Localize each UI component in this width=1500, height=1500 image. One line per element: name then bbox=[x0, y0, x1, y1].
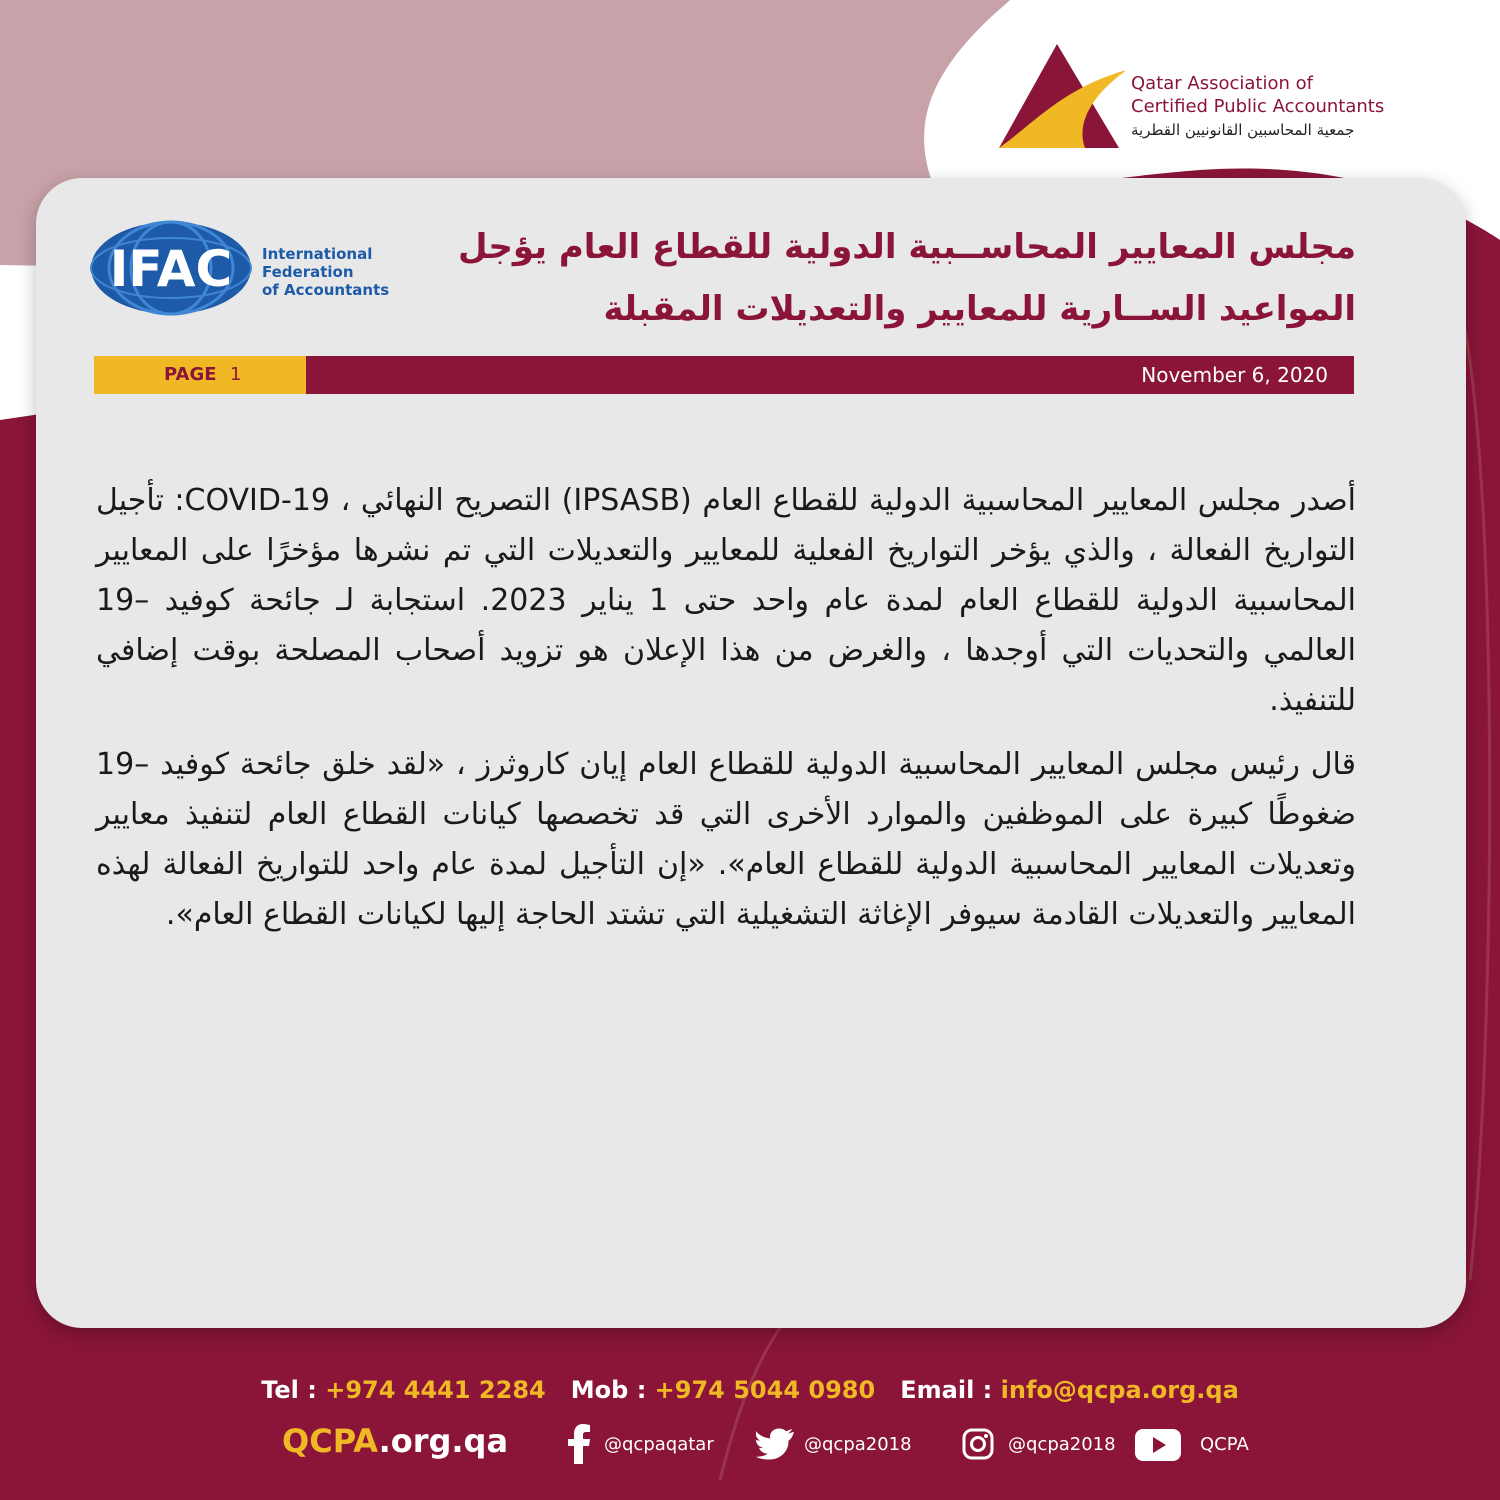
publish-date: November 6, 2020 bbox=[1141, 363, 1328, 387]
ifac-globe-icon bbox=[88, 218, 254, 318]
instagram-handle: @qcpa2018 bbox=[1008, 1434, 1116, 1455]
email-label: Email : bbox=[900, 1376, 993, 1404]
article-body bbox=[96, 476, 1356, 954]
tel-label: Tel : bbox=[261, 1376, 317, 1404]
ifac-wordmark: IFAC bbox=[109, 240, 233, 298]
facebook-handle: @qcpaqatar bbox=[604, 1434, 714, 1455]
qcpa-logo bbox=[995, 42, 1435, 152]
twitter-handle: @qcpa2018 bbox=[804, 1434, 912, 1455]
mob-label: Mob : bbox=[570, 1376, 647, 1404]
ifac-line1: International bbox=[262, 245, 373, 263]
twitter-icon bbox=[756, 1428, 794, 1460]
contact-line bbox=[0, 1376, 1500, 1404]
ifac-logo bbox=[88, 218, 398, 328]
ifac-line3: of Accountants bbox=[262, 281, 390, 299]
website-link[interactable] bbox=[282, 1422, 508, 1460]
info-bar bbox=[94, 356, 1354, 394]
page-number: 1 bbox=[230, 364, 242, 385]
email-link[interactable]: info@qcpa.org.qa bbox=[1000, 1376, 1239, 1404]
article-paragraph-2: قال رئيس مجلس المعايير المحاسبية الدولية للقطاع العام إيان كاروثرز ، «لقد خلق جائحة كوفيد –19 ضغوطًا كبيرة على الموظفين والموارد الأخرى التي قد تخصصها كيانات القطاع العام لتنفيذ معايير وتعديلات المعايير المحاسبية الدولية للقطاع العام». «إن التأجيل لمدة عام واحد للتواريخ الفعالة لهذه المعايير والتعديلات القادمة سيوفر الإغاثة التشغيلية التي تشتد الحاجة إليها لكيانات القطاع العام». bbox=[96, 747, 1356, 932]
twitter-link[interactable] bbox=[756, 1428, 926, 1462]
facebook-link[interactable] bbox=[566, 1428, 736, 1462]
instagram-icon bbox=[962, 1428, 994, 1460]
qcpa-triangle-icon bbox=[995, 42, 1125, 152]
instagram-link[interactable] bbox=[962, 1428, 1132, 1462]
org-name-arabic: جمعية المحاسبين القانونيين القطرية bbox=[1131, 121, 1355, 139]
tel-value[interactable]: +974 4441 2284 bbox=[325, 1376, 546, 1404]
youtube-icon bbox=[1134, 1428, 1182, 1462]
site-rest: .org.qa bbox=[378, 1422, 509, 1460]
page-title: مجلس المعايير المحاســبية الدولية للقطاع العام يؤجل المواعيد الســارية للمعايير والتعديلات المقبلة bbox=[458, 227, 1356, 329]
mob-value[interactable]: +974 5044 0980 bbox=[654, 1376, 876, 1404]
org-name-line1: Qatar Association of bbox=[1131, 73, 1313, 94]
ifac-line2: Federation bbox=[262, 263, 354, 281]
page-indicator bbox=[94, 356, 306, 394]
social-row bbox=[0, 1420, 1500, 1470]
content-card bbox=[36, 178, 1466, 1328]
site-accent: QCPA bbox=[282, 1422, 379, 1460]
page-label: PAGE bbox=[164, 364, 217, 385]
youtube-handle: QCPA bbox=[1200, 1434, 1249, 1455]
facebook-icon bbox=[566, 1424, 592, 1464]
org-name-line2: Certified Public Accountants bbox=[1131, 96, 1385, 117]
youtube-link[interactable] bbox=[1134, 1428, 1274, 1462]
article-paragraph-1: أصدر مجلس المعايير المحاسبية الدولية للقطاع العام (IPSASB) التصريح النهائي ، COVID-19: تأجيل التواريخ الفعالة ، والذي يؤخر التواريخ الفعلية للمعايير والتعديلات التي تم نشرها مؤخرًا على المعايير المحاسبية الدولية للقطاع العام لمدة عام واحد حتى 1 يناير 2023. استجابة لـ جائحة كوفيد –19 العالمي والتحديات التي أوجدها ، والغرض من هذا الإعلان هو تزويد أصحاب المصلحة بوقت إضافي للتنفيذ. bbox=[96, 483, 1357, 718]
